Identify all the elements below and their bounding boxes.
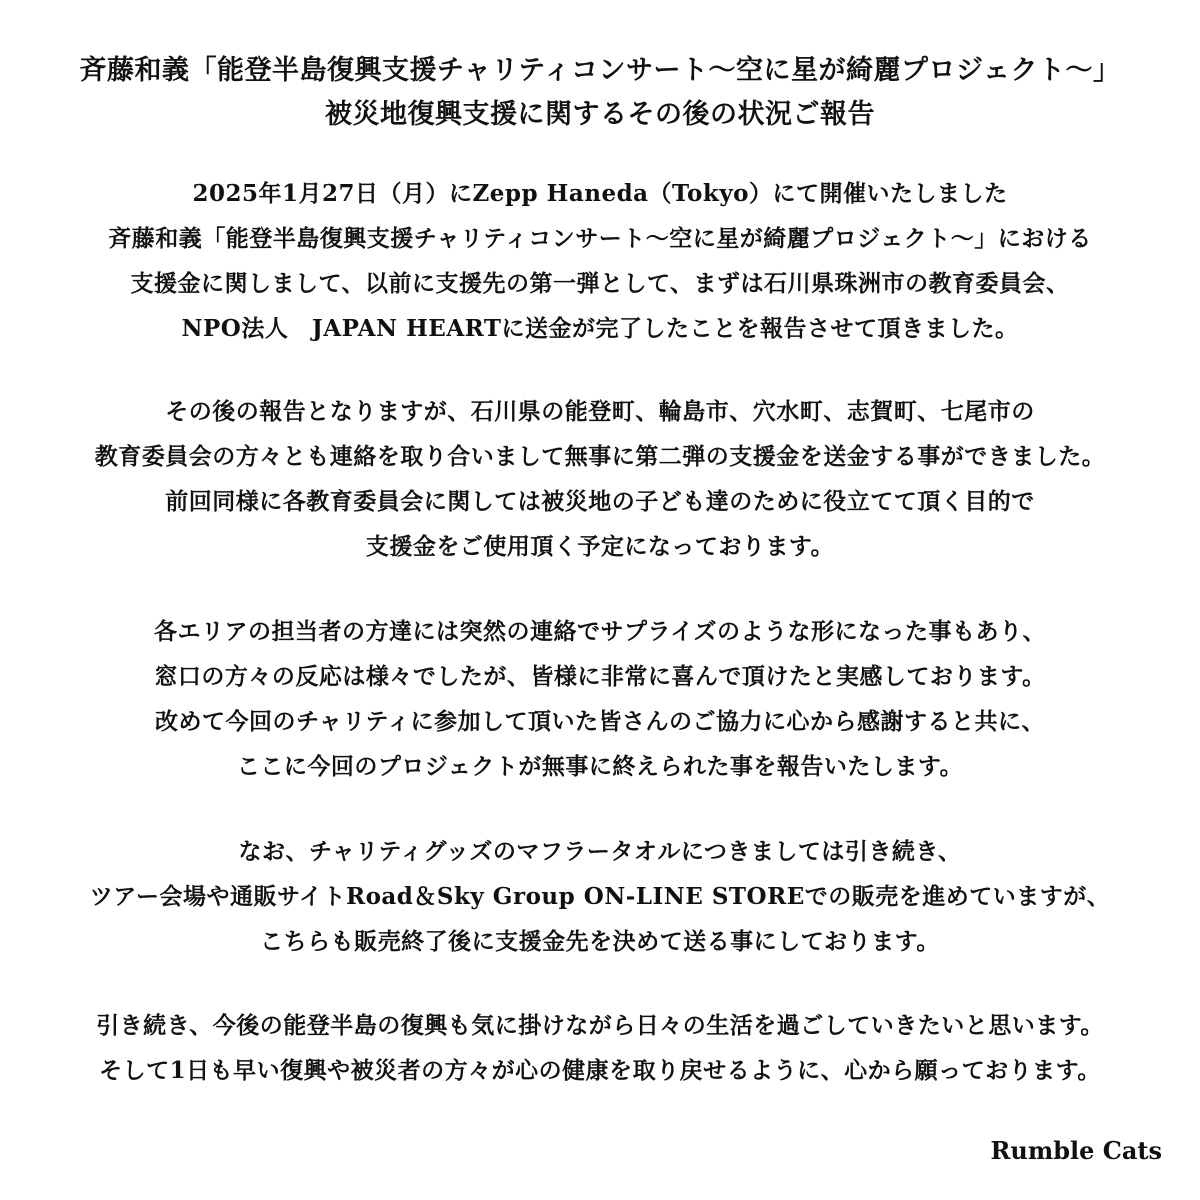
paragraph-4-line-2: ツアー会場や通販サイトRoad＆Sky Group ON-LINE STOREでの販売を進めていますが、 — [89, 883, 1111, 910]
paragraph-1-line-1: 2025年1月27日（月）にZepp Haneda（Tokyo）にて開催いたしました — [192, 180, 1008, 207]
paragraph-4-line-1: なお、チャリティグッズのマフラータオルにつきましては引き続き、 — [238, 838, 962, 865]
paragraph-3-line-1: 各エリアの担当者の方達には突然の連絡でサプライズのような形になった事もあり、 — [153, 618, 1047, 645]
signature: Rumble Cats — [990, 1136, 1162, 1165]
paragraph-1-line-3: 支援金に関しまして、以前に支援先の第一弾として、まずは石川県珠洲市の教育委員会、 — [130, 270, 1070, 297]
paragraph-1-line-4: NPO法人 JAPAN HEARTに送金が完了したことを報告させて頂きました。 — [181, 315, 1019, 342]
paragraph-2-line-2: 教育委員会の方々とも連絡を取り合いまして無事に第二弾の支援金を送金する事ができました。 — [94, 443, 1106, 470]
paragraph-2-line-1: その後の報告となりますが、石川県の能登町、輪島市、穴水町、志賀町、七尾市の — [165, 398, 1035, 425]
paragraph-3-line-4: ここに今回のプロジェクトが無事に終えられた事を報告いたします。 — [236, 753, 964, 780]
paragraph-3-line-3: 改めて今回のチャリティに参加して頂いた皆さんのご協力に心から感謝すると共に、 — [154, 708, 1045, 735]
paragraph-2-line-3: 前回同様に各教育委員会に関しては被災地の子ども達のために役立てて頂く目的で — [165, 488, 1035, 515]
title-line-1: 斉藤和義「能登半島復興支援チャリティコンサート〜空に星が綺麗プロジェクト〜」 — [79, 55, 1121, 86]
paragraph-2-line-4: 支援金をご使用頂く予定になっております。 — [365, 533, 835, 560]
paragraph-5-line-1: 引き続き、今後の能登半島の復興も気に掛けながら日々の生活を過ごしていきたいと思います。 — [96, 1012, 1104, 1039]
paragraph-5-line-2: そして1日も早い復興や被災者の方々が心の健康を取り戻せるように、心から願っております。 — [99, 1057, 1101, 1084]
paragraph-4-line-3: こちらも販売終了後に支援金先を決めて送る事にしております。 — [260, 928, 940, 955]
title-line-2: 被災地復興支援に関するその後の状況ご報告 — [325, 99, 875, 130]
paragraph-3-line-2: 窓口の方々の反応は様々でしたが、皆様に非常に喜んで頂けたと実感しております。 — [154, 663, 1046, 690]
paragraph-1-line-2: 斉藤和義「能登半島復興支援チャリティコンサート〜空に星が綺麗プロジェクト〜」における — [108, 225, 1092, 252]
